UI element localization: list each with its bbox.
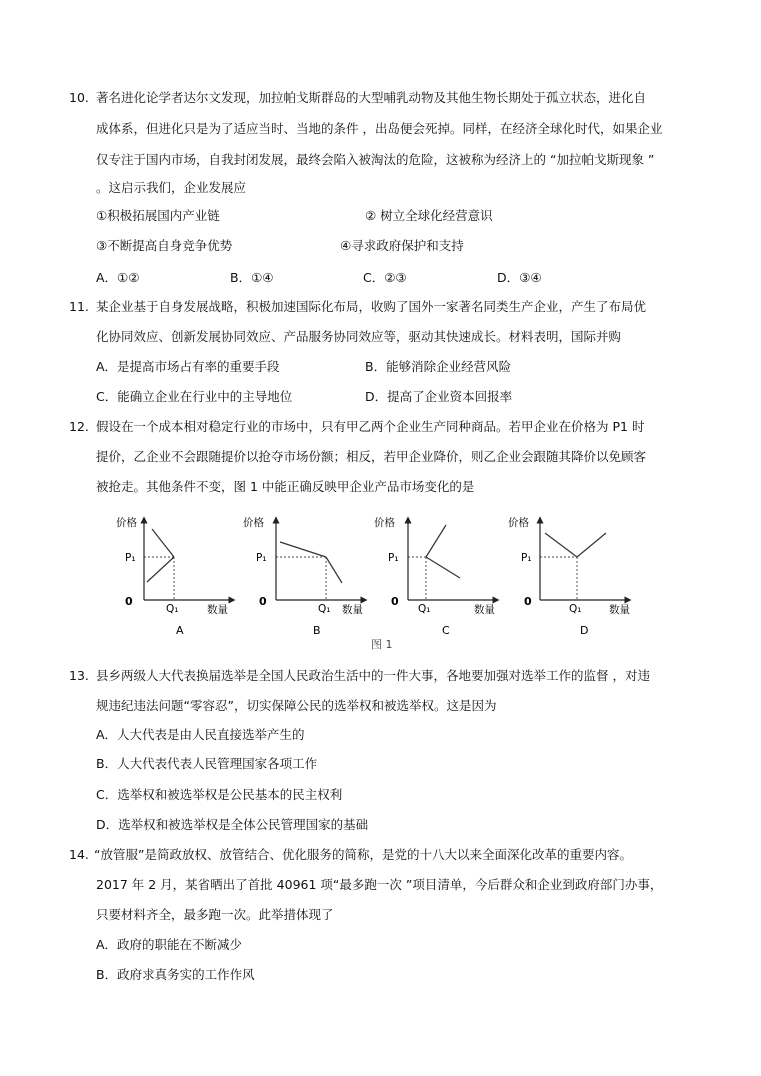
demand-curve-upper <box>426 525 446 557</box>
question-text: 假设在一个成本相对稳定行业的市场中，只有甲乙两个企业生产同种商品。若甲企业在价格为 P1 时 <box>96 419 645 434</box>
y-axis-label: 价格 <box>116 517 137 529</box>
question-text: 某企业基于自身发展战略，积极加速国际化布局，收购了国外一家著名同类生产企业，产生了布局优 <box>96 299 647 314</box>
question-text: 提价，乙企业不会跟随提价以抢夺市场份额；相反，若甲企业降价，则乙企业会跟随其降价以免顾客 <box>96 449 647 464</box>
panel-a <box>116 516 232 637</box>
question-text: 2017 年 2 月，某省晒出了首批 40961 项“最多跑一次 ”项目清单，今后群众和企业到政府部门办事， <box>96 877 663 892</box>
origin-label: 0 <box>259 595 267 608</box>
x-axis-label: 数量 <box>609 604 630 616</box>
panel-c <box>374 516 496 637</box>
x-axis-label: 数量 <box>342 604 363 616</box>
q-label: Q₁ <box>569 603 582 615</box>
panel-label: A <box>176 624 184 637</box>
question-text: 化协同效应、创新发展协同效应、产品服务协同效应等，驱动其快速成长。材料表明，国际并购 <box>96 329 622 344</box>
x-axis-label: 数量 <box>474 604 495 616</box>
choice-a: A．人大代表是由人民直接选举产生的 <box>96 727 305 742</box>
p-label: P₁ <box>521 552 532 564</box>
p-label: P₁ <box>125 552 136 564</box>
choice-b: B．①④ <box>230 270 274 285</box>
demand-curve-left <box>545 533 577 557</box>
demand-curve-right <box>577 533 606 557</box>
question-number: 14. <box>69 847 89 862</box>
x-axis-label: 数量 <box>207 604 228 616</box>
q-label: Q₁ <box>318 603 331 615</box>
statement: ③不断提高自身竞争优势 <box>96 238 233 253</box>
choice-c: C．能确立企业在行业中的主导地位 <box>96 389 293 404</box>
panel-label: B <box>313 624 321 637</box>
choice-d: D．提高了企业资本回报率 <box>365 389 513 404</box>
p-label: P₁ <box>388 552 399 564</box>
question-number: 11. <box>69 299 89 314</box>
y-axis-label: 价格 <box>508 517 529 529</box>
demand-curve-lower <box>326 557 342 583</box>
question-text: 被抢走。其他条件不变，图 1 中能正确反映甲企业产品市场变化的是 <box>96 479 475 494</box>
question-number: 13. <box>69 668 89 683</box>
choice-a: A．政府的职能在不断减少 <box>96 937 243 952</box>
y-axis-label: 价格 <box>374 517 395 529</box>
p-label: P₁ <box>256 552 267 564</box>
question-text: “放管服”是简政放权、放管结合、优化服务的简称，是党的十八大以来全面深化改革的重要内容。 <box>94 847 632 862</box>
question-text: 县乡两级人大代表换届选举是全国人民政治生活中的一件大事，各地要加强对选举工作的监督 ，对违 <box>96 668 650 683</box>
choice-b: B．政府求真务实的工作作风 <box>96 967 255 982</box>
y-axis-label: 价格 <box>243 517 264 529</box>
question-text: 。这启示我们，企业发展应 <box>96 180 247 195</box>
figure-caption: 图 1 <box>371 638 393 651</box>
panel-label: D <box>580 624 589 637</box>
panel-label: C <box>442 624 450 637</box>
statement: ② 树立全球化经营意识 <box>365 208 493 223</box>
question-number: 10. <box>69 90 89 105</box>
question-text: 成体系，但进化只是为了适应当时、当地的条件 ，出岛便会死掉。同样，在经济全球化时代，如果企业 <box>96 121 663 136</box>
choice-d: D．③④ <box>497 270 542 285</box>
question-text: 著名进化论学者达尔文发现，加拉帕戈斯群岛的大型哺乳动物及其他生物长期处于孤立状态，进化自 <box>96 90 647 105</box>
origin-label: 0 <box>125 595 133 608</box>
question-number: 12. <box>69 419 89 434</box>
figure-1 <box>0 500 761 655</box>
choice-a: A．是提高市场占有率的重要手段 <box>96 359 280 374</box>
choice-a: A．①② <box>96 270 140 285</box>
demand-curve-upper <box>280 542 326 557</box>
question-text: 仅专注于国内市场，自我封闭发展，最终会陷入被淘汰的危险，这被称为经济上的 “加拉帕戈斯现象 ” <box>96 152 655 167</box>
origin-label: 0 <box>391 595 399 608</box>
panel-b <box>243 516 364 637</box>
question-text: 规违纪违法问题“零容忍”，切实保障公民的选举权和被选举权。这是因为 <box>96 698 497 713</box>
question-text: 只要材料齐全，最多跑一次。此举措体现了 <box>96 907 334 922</box>
choice-c: C．选举权和被选举权是公民基本的民主权利 <box>96 787 343 802</box>
origin-label: 0 <box>524 595 532 608</box>
choice-b: B．人大代表代表人民管理国家各项工作 <box>96 756 318 771</box>
q-label: Q₁ <box>418 603 431 615</box>
statement: ①积极拓展国内产业链 <box>96 208 220 223</box>
choice-c: C．②③ <box>363 270 407 285</box>
choice-b: B．能够消除企业经营风险 <box>365 359 512 374</box>
statement: ④寻求政府保护和支持 <box>340 238 464 253</box>
panel-d <box>508 516 630 637</box>
demand-curve-upper <box>152 529 174 557</box>
demand-curve-lower <box>426 557 460 578</box>
demand-curve-lower <box>147 557 174 582</box>
q-label: Q₁ <box>166 603 179 615</box>
choice-d: D．选举权和被选举权是全体公民管理国家的基础 <box>96 817 369 832</box>
